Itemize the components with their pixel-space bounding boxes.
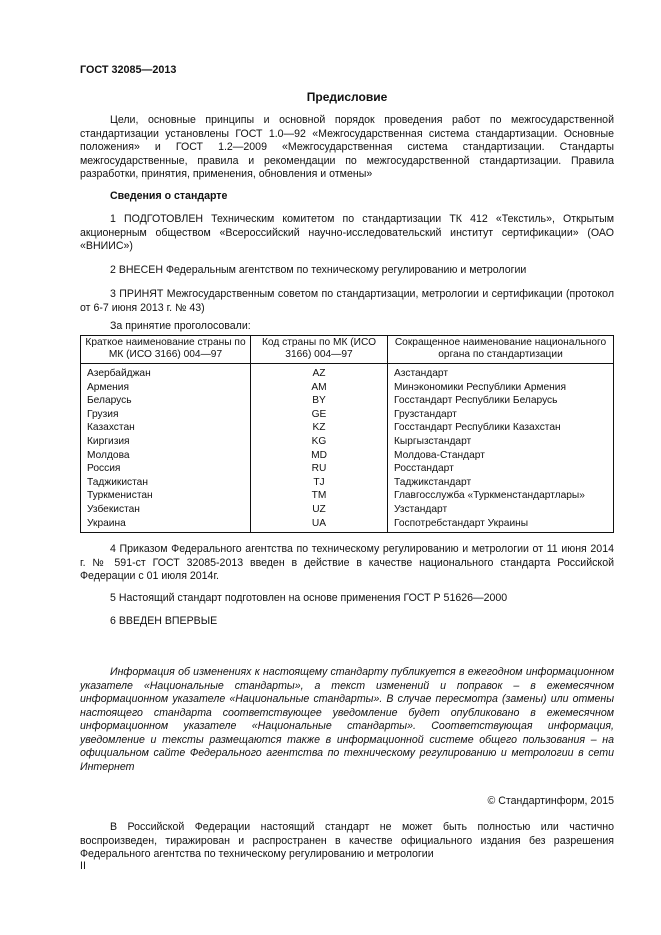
item-2-paragraph: 2 ВНЕСЕН Федеральным агентством по техническому регулированию и метрологии — [110, 264, 527, 276]
item-3-paragraph: 3 ПРИНЯТ Межгосударственным советом по стандартизации, метрологии и сертификации (протокол от 6-7 июня 2013 г. № 43) — [80, 288, 614, 314]
page-title: Предисловие — [306, 90, 388, 104]
code-cell: AM — [251, 381, 388, 395]
copyright-line: © Стандартинформ, 2015 — [487, 795, 614, 807]
item-6-paragraph: 6 ВВЕДЕН ВПЕРВЫЕ — [110, 615, 218, 627]
table-row — [81, 364, 614, 381]
intro-paragraph: Цели, основные принципы и основной порядок проведения работ по межгосударственной стандартизации установлены ГОСТ 1.0—92 «Межгосударственная система стандартизации. Основные положения» и ГОСТ 1.2—2009 «Межгосударственная система стандартизации. Стандарты межгосударственные, правила и рекомендации по межгосударственной стандартизации. Правила разработки, принятия, применения, обновления и отмены» — [80, 114, 614, 181]
code-cell: TM — [251, 489, 388, 503]
code-cell: UZ — [251, 503, 388, 517]
section-heading: Сведения о стандарте — [110, 190, 228, 202]
country-cell: Таджикистан — [81, 476, 251, 490]
votes-table — [80, 335, 614, 533]
country-cell: Казахстан — [81, 421, 251, 435]
column-header-code: Код страны по МК (ИСО 3166) 004—97 — [251, 336, 388, 364]
body-cell: Госстандарт Республики Казахстан — [388, 421, 614, 435]
country-cell: Украина — [81, 517, 251, 533]
code-cell: KZ — [251, 421, 388, 435]
body-cell: Молдова-Стандарт — [388, 449, 614, 463]
column-header-body: Сокращенное наименование национального органа по стандартизации — [388, 336, 614, 364]
code-cell: RU — [251, 462, 388, 476]
table-row — [81, 381, 614, 395]
item-5-paragraph: 5 Настоящий стандарт подготовлен на основе применения ГОСТ Р 51626—2000 — [110, 592, 508, 604]
table-row — [81, 449, 614, 463]
table-row — [81, 462, 614, 476]
table-row — [81, 476, 614, 490]
body-cell: Кыргызстандарт — [388, 435, 614, 449]
column-header-country: Краткое наименование страны по МК (ИСО 3166) 004—97 — [81, 336, 251, 364]
table-row — [81, 394, 614, 408]
country-cell: Грузия — [81, 408, 251, 422]
changes-notice: Информация об изменениях к настоящему стандарту публикуется в ежегодном информационном указателе «Национальные стандарты», а текст изменений и поправок – в ежемесячном информационном указателе «Национальные стандарты». В случае пересмотра (замены) или отмены настоящего стандарта соответствующее уведомление будет опубликовано в ежемесячном информационном указателе «Национальные стандарты». Соответствующая информация, уведомление и тексты размещаются также в информационной системе общего пользования – на официальном сайте Федерального агентства по техническому регулированию и метрологии в сети Интернет — [80, 666, 614, 773]
votes-intro: За принятие проголосовали: — [110, 320, 251, 332]
country-cell: Беларусь — [81, 394, 251, 408]
body-cell: Главгосслужба «Туркменстандартлары» — [388, 489, 614, 503]
body-cell: Госпотребстандарт Украины — [388, 517, 614, 533]
code-cell: GE — [251, 408, 388, 422]
country-cell: Армения — [81, 381, 251, 395]
body-cell: Росстандарт — [388, 462, 614, 476]
page-number: II — [80, 860, 86, 872]
item-1-paragraph: 1 ПОДГОТОВЛЕН Техническим комитетом по стандартизации ТК 412 «Текстиль», Открытым акционерным обществом «Всероссийский научно-исследовательский институт сертификации» (ОАО «ВНИИС») — [80, 213, 614, 253]
country-cell: Азербайджан — [81, 364, 251, 381]
code-cell: MD — [251, 449, 388, 463]
country-cell: Россия — [81, 462, 251, 476]
rights-paragraph: В Российской Федерации настоящий стандарт не может быть полностью или частично воспроизведен, тиражирован и распространен в качестве официального издания без разрешения Федерального агентства по техническому регулированию и метрологии — [80, 821, 614, 861]
code-cell: KG — [251, 435, 388, 449]
code-cell: TJ — [251, 476, 388, 490]
body-cell: Грузстандарт — [388, 408, 614, 422]
document-id: ГОСТ 32085—2013 — [80, 64, 177, 76]
body-cell: Минэкономики Республики Армения — [388, 381, 614, 395]
table-row — [81, 489, 614, 503]
body-cell: Госстандарт Республики Беларусь — [388, 394, 614, 408]
body-cell: Узстандарт — [388, 503, 614, 517]
country-cell: Киргизия — [81, 435, 251, 449]
country-cell: Туркменистан — [81, 489, 251, 503]
code-cell: UA — [251, 517, 388, 533]
item-4-paragraph: 4 Приказом Федерального агентства по техническому регулированию и метрологии от 11 июня 2014 г. № 591-ст ГОСТ 32085-2013 введен в действие в качестве национального стандарта Российской Федерации с 01 июля 2014г. — [80, 543, 614, 583]
table-header-row — [81, 336, 614, 364]
table-row — [81, 408, 614, 422]
body-cell: Азстандарт — [388, 364, 614, 381]
table-row — [81, 435, 614, 449]
country-cell: Узбекистан — [81, 503, 251, 517]
code-cell: BY — [251, 394, 388, 408]
table-row — [81, 421, 614, 435]
table-row — [81, 517, 614, 533]
country-cell: Молдова — [81, 449, 251, 463]
code-cell: AZ — [251, 364, 388, 381]
body-cell: Таджикстандарт — [388, 476, 614, 490]
table-row — [81, 503, 614, 517]
